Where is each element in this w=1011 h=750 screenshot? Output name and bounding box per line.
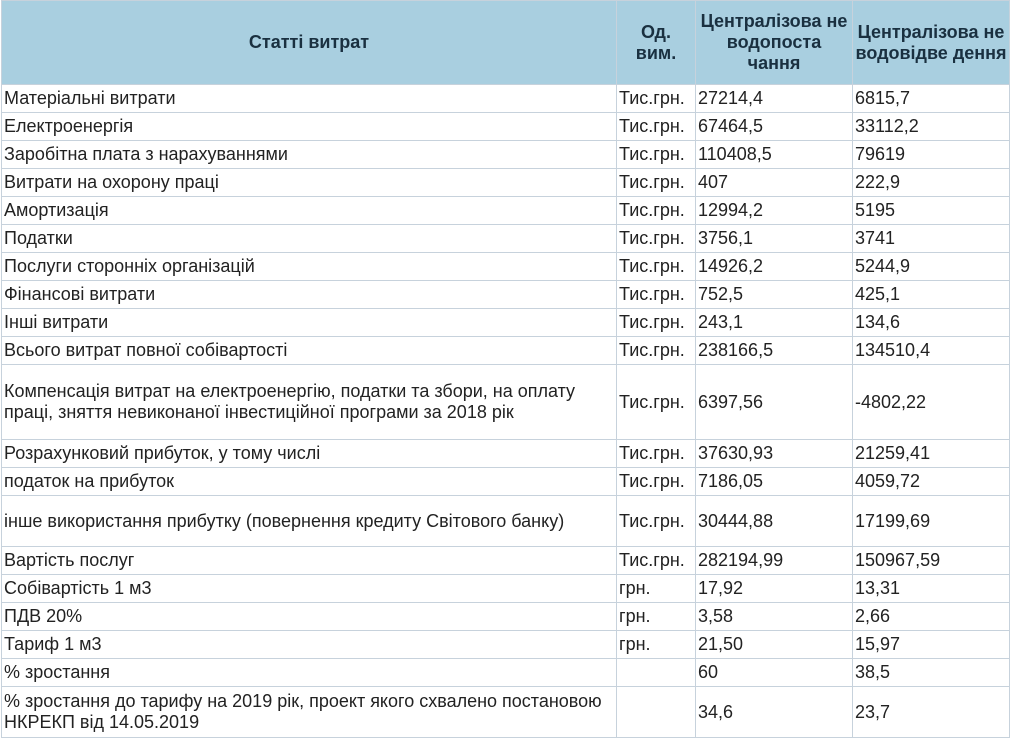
row-label: % зростання xyxy=(2,659,617,687)
row-water-drainage-value: 150967,59 xyxy=(853,547,1010,575)
row-label: ПДВ 20% xyxy=(2,603,617,631)
row-water-supply-value: 7186,05 xyxy=(696,468,853,496)
table-row xyxy=(2,659,1010,687)
row-water-supply-value: 407 xyxy=(696,169,853,197)
row-water-supply-value: 67464,5 xyxy=(696,113,853,141)
row-water-drainage-value: 134510,4 xyxy=(853,337,1010,365)
row-water-drainage-value: 3741 xyxy=(853,225,1010,253)
row-label: Собівартість 1 м3 xyxy=(2,575,617,603)
table-row xyxy=(2,575,1010,603)
table-row xyxy=(2,309,1010,337)
row-water-supply-value: 21,50 xyxy=(696,631,853,659)
row-water-supply-value: 17,92 xyxy=(696,575,853,603)
row-water-drainage-value: 23,7 xyxy=(853,687,1010,738)
row-water-supply-value: 3756,1 xyxy=(696,225,853,253)
row-water-drainage-value: 5195 xyxy=(853,197,1010,225)
table-row xyxy=(2,197,1010,225)
row-unit: Тис.грн. xyxy=(617,496,696,547)
row-label: % зростання до тарифу на 2019 рік, проект якого схвалено постановою НКРЕКП від 14.05.2019 xyxy=(2,687,617,738)
row-label: Електроенергія xyxy=(2,113,617,141)
table-row xyxy=(2,337,1010,365)
row-water-supply-value: 6397,56 xyxy=(696,365,853,440)
table-row xyxy=(2,113,1010,141)
row-water-drainage-value: -4802,22 xyxy=(853,365,1010,440)
row-label: податок на прибуток xyxy=(2,468,617,496)
row-water-drainage-value: 425,1 xyxy=(853,281,1010,309)
table-header-row xyxy=(2,1,1010,85)
row-water-supply-value: 3,58 xyxy=(696,603,853,631)
row-unit: Тис.грн. xyxy=(617,113,696,141)
row-water-supply-value: 37630,93 xyxy=(696,440,853,468)
row-water-drainage-value: 38,5 xyxy=(853,659,1010,687)
row-unit: грн. xyxy=(617,575,696,603)
row-water-supply-value: 14926,2 xyxy=(696,253,853,281)
row-label: Витрати на охорону праці xyxy=(2,169,617,197)
row-unit: Тис.грн. xyxy=(617,337,696,365)
header-water-drainage: Централізова не водовідве дення xyxy=(853,1,1010,85)
table-row xyxy=(2,85,1010,113)
table-row xyxy=(2,603,1010,631)
row-label: Компенсація витрат на електроенергію, податки та збори, на оплату праці, зняття невиконаної інвестиційної програми за 2018 рік xyxy=(2,365,617,440)
row-water-supply-value: 12994,2 xyxy=(696,197,853,225)
row-unit xyxy=(617,687,696,738)
row-unit: Тис.грн. xyxy=(617,309,696,337)
table-row xyxy=(2,468,1010,496)
row-water-supply-value: 60 xyxy=(696,659,853,687)
table-row xyxy=(2,631,1010,659)
row-unit: Тис.грн. xyxy=(617,169,696,197)
row-label: Фінансові витрати xyxy=(2,281,617,309)
row-water-drainage-value: 4059,72 xyxy=(853,468,1010,496)
row-water-drainage-value: 33112,2 xyxy=(853,113,1010,141)
row-water-supply-value: 243,1 xyxy=(696,309,853,337)
row-water-supply-value: 34,6 xyxy=(696,687,853,738)
cost-table xyxy=(1,0,1010,738)
table-row xyxy=(2,440,1010,468)
table-row xyxy=(2,687,1010,738)
row-water-supply-value: 238166,5 xyxy=(696,337,853,365)
row-water-supply-value: 110408,5 xyxy=(696,141,853,169)
row-label: Розрахунковий прибуток, у тому числі xyxy=(2,440,617,468)
row-water-drainage-value: 17199,69 xyxy=(853,496,1010,547)
row-unit: Тис.грн. xyxy=(617,281,696,309)
header-water-supply: Централізова не водопоста чання xyxy=(696,1,853,85)
row-unit: грн. xyxy=(617,603,696,631)
row-water-drainage-value: 15,97 xyxy=(853,631,1010,659)
table-row xyxy=(2,169,1010,197)
row-label: Заробітна плата з нарахуваннями xyxy=(2,141,617,169)
row-label: Вартість послуг xyxy=(2,547,617,575)
table-row xyxy=(2,225,1010,253)
row-label: Послуги сторонніх організацій xyxy=(2,253,617,281)
header-cost-items: Статті витрат xyxy=(2,1,617,85)
row-unit: Тис.грн. xyxy=(617,85,696,113)
row-water-drainage-value: 79619 xyxy=(853,141,1010,169)
row-unit xyxy=(617,659,696,687)
row-water-supply-value: 27214,4 xyxy=(696,85,853,113)
row-unit: Тис.грн. xyxy=(617,440,696,468)
row-unit: Тис.грн. xyxy=(617,225,696,253)
row-label: Інші витрати xyxy=(2,309,617,337)
row-label: Всього витрат повної собівартості xyxy=(2,337,617,365)
row-water-drainage-value: 21259,41 xyxy=(853,440,1010,468)
row-water-drainage-value: 6815,7 xyxy=(853,85,1010,113)
row-unit: Тис.грн. xyxy=(617,468,696,496)
row-label: Податки xyxy=(2,225,617,253)
row-unit: Тис.грн. xyxy=(617,197,696,225)
row-unit: Тис.грн. xyxy=(617,253,696,281)
table-row xyxy=(2,496,1010,547)
table-row xyxy=(2,253,1010,281)
row-water-drainage-value: 222,9 xyxy=(853,169,1010,197)
row-water-drainage-value: 2,66 xyxy=(853,603,1010,631)
row-unit: Тис.грн. xyxy=(617,365,696,440)
row-water-drainage-value: 13,31 xyxy=(853,575,1010,603)
row-unit: Тис.грн. xyxy=(617,547,696,575)
header-unit: Од. вим. xyxy=(617,1,696,85)
row-unit: Тис.грн. xyxy=(617,141,696,169)
row-water-supply-value: 282194,99 xyxy=(696,547,853,575)
table-row xyxy=(2,141,1010,169)
row-unit: грн. xyxy=(617,631,696,659)
row-label: інше використання прибутку (повернення кредиту Світового банку) xyxy=(2,496,617,547)
row-water-drainage-value: 5244,9 xyxy=(853,253,1010,281)
row-water-drainage-value: 134,6 xyxy=(853,309,1010,337)
row-water-supply-value: 752,5 xyxy=(696,281,853,309)
row-label: Матеріальні витрати xyxy=(2,85,617,113)
table-row xyxy=(2,281,1010,309)
table-row xyxy=(2,547,1010,575)
row-water-supply-value: 30444,88 xyxy=(696,496,853,547)
row-label: Амортизація xyxy=(2,197,617,225)
row-label: Тариф 1 м3 xyxy=(2,631,617,659)
table-row xyxy=(2,365,1010,440)
